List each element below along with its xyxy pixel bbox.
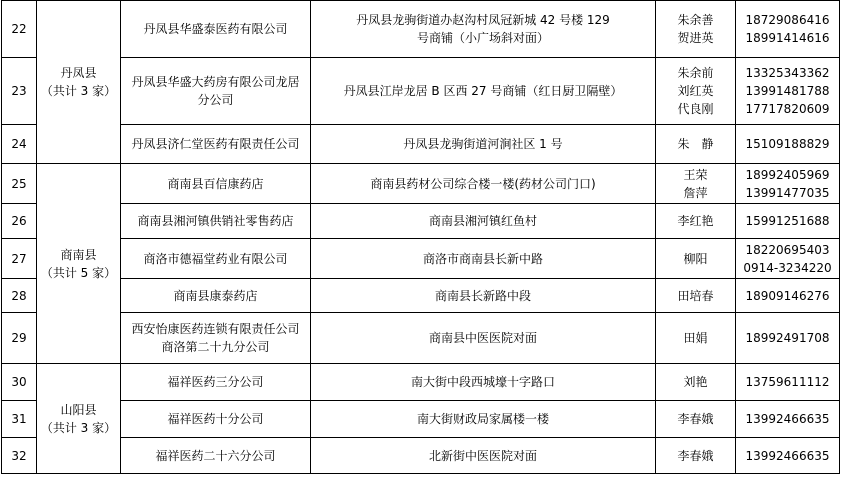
phone-number: 0914-3234220 (743, 260, 832, 275)
row-number: 30 (2, 364, 37, 401)
company-name-line: 商洛第二十九分公司 (161, 340, 270, 354)
contact-person: 李春娥 (677, 412, 714, 426)
company-name (121, 364, 311, 401)
county-count: （共计 3 家） (40, 420, 117, 435)
address (311, 364, 656, 401)
phone-number: 13991477035 (745, 185, 830, 200)
contact-person: 田培春 (677, 288, 714, 303)
company-name-line: 商南县康泰药店 (173, 288, 258, 303)
table-row (2, 58, 840, 125)
contact-person: 贺进英 (677, 31, 714, 45)
table-row (2, 204, 840, 239)
row-number: 32 (2, 438, 37, 474)
row-number: 29 (2, 313, 37, 364)
contact (656, 279, 736, 313)
address (311, 438, 656, 474)
county-cell (37, 364, 121, 474)
phone-number: 18220695403 (745, 242, 830, 257)
address (311, 1, 656, 58)
row-number: 31 (2, 401, 37, 438)
address-line: 号商铺（小广场斜对面） (416, 31, 549, 45)
phone-number: 13759611112 (745, 375, 830, 389)
table-row (2, 401, 840, 438)
company-name-line: 丹凤县济仁堂医药有限责任公司 (131, 137, 300, 151)
company-name-line: 丹凤县华盛大药房有限公司龙居 (131, 75, 300, 89)
company-name (121, 279, 311, 313)
company-name (121, 401, 311, 438)
address (311, 204, 656, 239)
row-number: 27 (2, 239, 37, 279)
phone (736, 125, 840, 164)
company-name-line: 西安怡康医药连锁有限责任公司 (131, 322, 300, 336)
company-name-line: 商南县百信康药店 (167, 176, 264, 191)
county-name: 商南县 (60, 247, 97, 262)
phone-number: 15991251688 (745, 214, 830, 228)
phone-number: 18909146276 (745, 288, 830, 303)
contact-person: 刘艳 (683, 375, 708, 389)
contact (656, 58, 736, 125)
company-name (121, 1, 311, 58)
contact (656, 164, 736, 204)
table-row (2, 125, 840, 164)
company-name-line: 福祥医药二十六分公司 (155, 448, 276, 463)
contact-person: 柳阳 (683, 251, 708, 266)
contact (656, 401, 736, 438)
county-cell (37, 1, 121, 164)
company-name-line: 福祥医药十分公司 (167, 412, 264, 426)
company-name-line: 福祥医药三分公司 (167, 375, 264, 389)
address (311, 401, 656, 438)
contact-person: 李红艳 (677, 214, 714, 228)
address-line: 商洛市商南县长新中路 (422, 251, 543, 266)
table-row (2, 438, 840, 474)
contact-person: 朱余善 (677, 13, 714, 27)
address (311, 313, 656, 364)
company-name (121, 164, 311, 204)
row-number: 26 (2, 204, 37, 239)
company-name-line: 分公司 (197, 93, 234, 107)
contact (656, 204, 736, 239)
phone-number: 13325343362 (745, 66, 830, 80)
table-row (2, 364, 840, 401)
contact-person: 李春娥 (677, 448, 714, 463)
phone-number: 18992405969 (745, 167, 830, 182)
phone-number: 15109188829 (745, 137, 830, 151)
company-name (121, 125, 311, 164)
contact-person: 詹萍 (683, 185, 708, 200)
address-line: 丹凤县龙驹街道办赵沟村凤冠新城 42 号楼 129 (356, 13, 610, 27)
address-line: 商南县长新路中段 (434, 288, 531, 303)
address (311, 239, 656, 279)
table-row (2, 239, 840, 279)
row-number: 23 (2, 58, 37, 125)
phone-number: 13992466635 (745, 448, 830, 463)
phone (736, 313, 840, 364)
company-name-line: 丹凤县华盛泰医药有限公司 (143, 22, 288, 36)
phone (736, 364, 840, 401)
contact-person: 代良刚 (677, 102, 714, 116)
contact (656, 239, 736, 279)
phone-number: 13992466635 (745, 412, 830, 426)
phone-number: 18992491708 (745, 331, 830, 345)
row-number: 25 (2, 164, 37, 204)
contact (656, 1, 736, 58)
company-name (121, 204, 311, 239)
row-number: 22 (2, 1, 37, 58)
address-line: 商南县湘河镇红鱼村 (428, 214, 537, 228)
phone-number: 17717820609 (745, 102, 830, 116)
address (311, 58, 656, 125)
county-name: 山阳县 (60, 402, 97, 417)
address-line: 丹凤县江岸龙居 B 区西 27 号商铺（红日厨卫隔壁） (343, 84, 623, 98)
contact-person: 朱 静 (677, 137, 714, 151)
table-row (2, 164, 840, 204)
county-name: 丹凤县 (60, 66, 97, 80)
phone (736, 401, 840, 438)
company-name (121, 58, 311, 125)
address-line: 南大街财政局家属楼一楼 (416, 412, 549, 426)
address-line: 商南县中医医院对面 (428, 331, 537, 345)
contact-person: 田娟 (683, 331, 708, 345)
address (311, 125, 656, 164)
phone-number: 13991481788 (745, 84, 830, 98)
phone (736, 1, 840, 58)
contact (656, 125, 736, 164)
table-row (2, 1, 840, 58)
phone (736, 204, 840, 239)
address (311, 279, 656, 313)
phone (736, 164, 840, 204)
county-cell (37, 164, 121, 364)
county-count: （共计 3 家） (40, 84, 117, 98)
company-name (121, 438, 311, 474)
address-line: 南大街中段西城壕十字路口 (410, 375, 555, 389)
company-name (121, 313, 311, 364)
address-line: 丹凤县龙驹街道河涧社区 1 号 (403, 137, 563, 151)
contact (656, 364, 736, 401)
company-name-line: 商洛市德福堂药业有限公司 (143, 251, 288, 266)
contact (656, 313, 736, 364)
phone-number: 18991414616 (745, 31, 830, 45)
contact-person: 刘红英 (677, 84, 714, 98)
phone (736, 239, 840, 279)
phone (736, 438, 840, 474)
address (311, 164, 656, 204)
row-number: 28 (2, 279, 37, 313)
table-body (2, 1, 840, 474)
company-name-line: 商南县湘河镇供销社零售药店 (137, 214, 294, 228)
phone (736, 279, 840, 313)
address-line: 北新街中医医院对面 (428, 448, 537, 463)
phone (736, 58, 840, 125)
row-number: 24 (2, 125, 37, 164)
pharmacy-table (1, 0, 840, 474)
contact-person: 王荣 (683, 167, 708, 182)
company-name (121, 239, 311, 279)
table-row (2, 279, 840, 313)
contact (656, 438, 736, 474)
county-count: （共计 5 家） (40, 265, 117, 280)
contact-person: 朱余前 (677, 66, 714, 80)
phone-number: 18729086416 (745, 13, 830, 27)
address-line: 商南县药材公司综合楼一楼(药材公司门口) (370, 176, 596, 191)
table-row (2, 313, 840, 364)
